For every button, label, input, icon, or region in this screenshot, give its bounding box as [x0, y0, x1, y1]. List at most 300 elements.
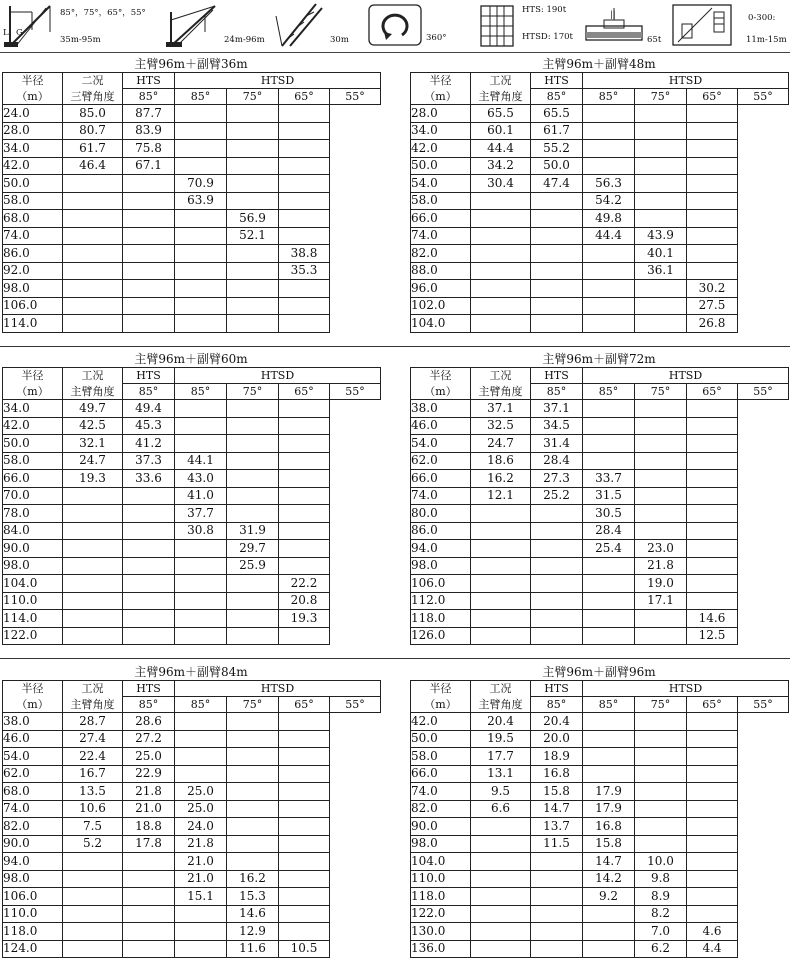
- capacity-cell: [123, 192, 175, 210]
- capacity-cell: [123, 557, 175, 575]
- capacity-cell: [471, 888, 531, 906]
- capacity-cell: 42.5: [63, 417, 123, 435]
- capacity-cell: [123, 592, 175, 610]
- panel-title: 主臂96m＋副臂72m: [542, 352, 656, 366]
- capacity-cell: [471, 575, 531, 593]
- capacity-cell: 11.6: [227, 940, 279, 958]
- capacity-cell: 61.7: [531, 122, 583, 140]
- capacity-cell: 21.0: [175, 853, 227, 871]
- capacity-cell: 15.3: [227, 888, 279, 906]
- table-row: [3, 610, 381, 628]
- capacity-cell: [687, 417, 738, 435]
- capacity-cell: [687, 140, 738, 158]
- radius-cell: 106.0: [3, 297, 63, 315]
- hts-counterweight: HTS: 190t: [522, 5, 567, 15]
- angle-header: 主臂角度: [471, 697, 531, 713]
- capacity-cell: [471, 227, 531, 245]
- table-row: [411, 557, 789, 575]
- radius-cell: 24.0: [3, 105, 63, 123]
- capacity-cell: [175, 940, 227, 958]
- htsd-header: HTSD: [175, 73, 381, 89]
- capacity-cell: [471, 940, 531, 958]
- capacity-cell: [531, 870, 583, 888]
- capacity-cell: 9.2: [583, 888, 635, 906]
- table-row: [3, 522, 381, 540]
- capacity-cell: [531, 888, 583, 906]
- capacity-cell: [175, 923, 227, 941]
- capacity-cell: [687, 175, 738, 193]
- capacity-cell: 20.4: [471, 713, 531, 731]
- capacity-cell: [63, 940, 123, 958]
- luffing-range: 35m-95m: [60, 35, 101, 45]
- condition-header: 工况: [471, 73, 531, 89]
- table-row: [411, 105, 789, 123]
- capacity-cell: 4.6: [687, 923, 738, 941]
- capacity-cell: 16.8: [531, 765, 583, 783]
- angle-65: 65°: [279, 697, 330, 713]
- capacity-cell: [583, 452, 635, 470]
- table-row: [411, 713, 789, 731]
- capacity-cell: 34.5: [531, 417, 583, 435]
- radius-cell: 28.0: [411, 105, 471, 123]
- unit-header: （m）: [3, 697, 63, 713]
- capacity-cell: [175, 417, 227, 435]
- capacity-cell: 12.5: [687, 627, 738, 645]
- capacity-cell: 37.7: [175, 505, 227, 523]
- table-row: [3, 245, 381, 263]
- capacity-cell: [279, 452, 330, 470]
- radius-cell: 42.0: [3, 417, 63, 435]
- l-symbol: L: [3, 28, 9, 38]
- capacity-cell: [63, 227, 123, 245]
- capacity-cell: [175, 540, 227, 558]
- table-row: [3, 157, 381, 175]
- table-row: [411, 417, 789, 435]
- radius-range: 0-300:: [748, 13, 776, 23]
- capacity-cell: 7.5: [63, 818, 123, 836]
- capacity-cell: [531, 610, 583, 628]
- capacity-cell: [227, 505, 279, 523]
- capacity-cell: [227, 818, 279, 836]
- capacity-cell: 37.1: [471, 400, 531, 418]
- radius-cell: 96.0: [411, 280, 471, 298]
- radius-cell: 50.0: [3, 175, 63, 193]
- radius-cell: 74.0: [411, 227, 471, 245]
- boom-range: 24m-96m: [224, 35, 265, 45]
- capacity-cell: [635, 315, 687, 333]
- htsd-header: HTSD: [175, 368, 381, 384]
- capacity-cell: [175, 610, 227, 628]
- radius-cell: 118.0: [3, 923, 63, 941]
- capacity-cell: [635, 505, 687, 523]
- table-row: [411, 730, 789, 748]
- capacity-cell: 25.0: [175, 783, 227, 801]
- capacity-cell: 25.0: [175, 800, 227, 818]
- capacity-cell: 21.8: [175, 835, 227, 853]
- radius-cell: 66.0: [411, 765, 471, 783]
- capacity-cell: [279, 315, 330, 333]
- table-row: [411, 435, 789, 453]
- radius-cell: 136.0: [411, 940, 471, 958]
- capacity-cell: [279, 923, 330, 941]
- capacity-cell: [227, 835, 279, 853]
- capacity-cell: 20.8: [279, 592, 330, 610]
- angle-75: 75°: [227, 384, 279, 400]
- capacity-cell: 14.6: [227, 905, 279, 923]
- capacity-cell: 75.8: [123, 140, 175, 158]
- condition-header: 工况: [471, 368, 531, 384]
- angle-65: 65°: [279, 89, 330, 105]
- table-row: [3, 400, 381, 418]
- capacity-cell: 17.7: [471, 748, 531, 766]
- radius-cell: 46.0: [411, 417, 471, 435]
- radius-cell: 54.0: [3, 748, 63, 766]
- capacity-cell: 35.3: [279, 262, 330, 280]
- table-row: [411, 452, 789, 470]
- capacity-cell: [635, 522, 687, 540]
- radius-cell: 74.0: [411, 487, 471, 505]
- capacity-cell: [175, 627, 227, 645]
- capacity-cell: 27.2: [123, 730, 175, 748]
- capacity-cell: [175, 748, 227, 766]
- boom-section-icon: [272, 2, 326, 48]
- capacity-cell: 27.4: [63, 730, 123, 748]
- table-row: [3, 627, 381, 645]
- capacity-cell: 14.2: [583, 870, 635, 888]
- radius-header: 半径: [3, 681, 63, 697]
- radius-sub: 11m-15m: [746, 35, 787, 45]
- capacity-cell: [279, 540, 330, 558]
- capacity-cell: [175, 575, 227, 593]
- capacity-cell: [531, 192, 583, 210]
- capacity-cell: [279, 487, 330, 505]
- capacity-cell: [635, 192, 687, 210]
- capacity-cell: 18.8: [123, 818, 175, 836]
- capacity-cell: 16.8: [583, 818, 635, 836]
- capacity-cell: [227, 417, 279, 435]
- radius-cell: 54.0: [411, 175, 471, 193]
- table-row: [3, 575, 381, 593]
- capacity-cell: [635, 835, 687, 853]
- capacity-cell: 44.4: [471, 140, 531, 158]
- table-row: [411, 627, 789, 645]
- capacity-cell: 44.1: [175, 452, 227, 470]
- capacity-cell: [471, 905, 531, 923]
- radius-cell: 58.0: [411, 192, 471, 210]
- table-row: [411, 540, 789, 558]
- table-row: [3, 297, 381, 315]
- capacity-cell: [279, 818, 330, 836]
- capacity-cell: 85.0: [63, 105, 123, 123]
- table-row: [411, 748, 789, 766]
- table-row: [411, 315, 789, 333]
- capacity-cell: 14.7: [583, 853, 635, 871]
- radius-cell: 46.0: [3, 730, 63, 748]
- capacity-cell: [123, 262, 175, 280]
- capacity-cell: [471, 245, 531, 263]
- capacity-cell: 6.6: [471, 800, 531, 818]
- g-symbol: G: [16, 28, 23, 38]
- capacity-cell: 12.9: [227, 923, 279, 941]
- capacity-cell: [635, 818, 687, 836]
- capacity-cell: [471, 540, 531, 558]
- capacity-cell: [687, 522, 738, 540]
- radius-cell: 106.0: [411, 575, 471, 593]
- capacity-cell: 27.3: [531, 470, 583, 488]
- capacity-cell: [471, 627, 531, 645]
- radius-cell: 92.0: [3, 262, 63, 280]
- capacity-cell: 13.7: [531, 818, 583, 836]
- angle-header: 主臂角度: [63, 697, 123, 713]
- table-row: [3, 122, 381, 140]
- radius-cell: 42.0: [411, 713, 471, 731]
- capacity-cell: 38.8: [279, 245, 330, 263]
- capacity-cell: [123, 870, 175, 888]
- capacity-cell: 24.7: [471, 435, 531, 453]
- capacity-cell: [279, 557, 330, 575]
- capacity-cell: [123, 853, 175, 871]
- angle-65: 65°: [687, 89, 738, 105]
- radius-cell: 66.0: [411, 210, 471, 228]
- table-row: [411, 610, 789, 628]
- capacity-cell: 40.1: [635, 245, 687, 263]
- table-row: [411, 297, 789, 315]
- capacity-cell: 18.9: [531, 748, 583, 766]
- capacity-cell: 34.2: [471, 157, 531, 175]
- capacity-cell: [687, 765, 738, 783]
- table-row: [3, 452, 381, 470]
- capacity-cell: [583, 315, 635, 333]
- capacity-cell: 50.0: [531, 157, 583, 175]
- angle-75: 75°: [227, 697, 279, 713]
- capacity-cell: 55.2: [531, 140, 583, 158]
- table-row: [411, 505, 789, 523]
- capacity-cell: 67.1: [123, 157, 175, 175]
- radius-cell: 42.0: [411, 140, 471, 158]
- capacity-cell: 6.2: [635, 940, 687, 958]
- capacity-cell: [227, 122, 279, 140]
- radius-cell: 34.0: [411, 122, 471, 140]
- capacity-cell: [279, 280, 330, 298]
- table-row: [3, 210, 381, 228]
- angle-85-htsd: 85°: [583, 697, 635, 713]
- table-row: [3, 870, 381, 888]
- capacity-cell: 37.3: [123, 452, 175, 470]
- radius-cell: 86.0: [411, 522, 471, 540]
- capacity-cell: [583, 435, 635, 453]
- table-row: [411, 280, 789, 298]
- radius-cell: 124.0: [3, 940, 63, 958]
- capacity-cell: [123, 315, 175, 333]
- radius-cell: 126.0: [411, 627, 471, 645]
- capacity-cell: [279, 417, 330, 435]
- capacity-cell: [227, 400, 279, 418]
- capacity-cell: [635, 452, 687, 470]
- capacity-cell: 16.2: [471, 470, 531, 488]
- section-length: 30m: [330, 35, 349, 45]
- capacity-cell: 22.4: [63, 748, 123, 766]
- capacity-cell: [227, 610, 279, 628]
- table-row: [3, 105, 381, 123]
- capacity-cell: 10.5: [279, 940, 330, 958]
- unit-header: （m）: [411, 697, 471, 713]
- radius-cell: 74.0: [3, 800, 63, 818]
- table-row: [3, 487, 381, 505]
- capacity-cell: [583, 557, 635, 575]
- capacity-cell: [635, 140, 687, 158]
- condition-header: 工况: [63, 368, 123, 384]
- capacity-cell: [687, 888, 738, 906]
- radius-cell: 38.0: [3, 713, 63, 731]
- table-row: [3, 800, 381, 818]
- table-row: [3, 175, 381, 193]
- capacity-cell: [227, 280, 279, 298]
- table-row: [3, 888, 381, 906]
- angle-85-htsd: 85°: [175, 384, 227, 400]
- capacity-cell: 25.9: [227, 557, 279, 575]
- radius-cell: 34.0: [3, 140, 63, 158]
- panel-title: 主臂96m＋副臂36m: [134, 57, 248, 71]
- capacity-cell: [63, 297, 123, 315]
- capacity-cell: [471, 610, 531, 628]
- hts-header: HTS: [123, 681, 175, 697]
- table-row: [411, 522, 789, 540]
- capacity-cell: 27.5: [687, 297, 738, 315]
- htsd-header: HTSD: [583, 368, 789, 384]
- capacity-cell: [531, 280, 583, 298]
- capacity-cell: [123, 297, 175, 315]
- angle-85-hts: 85°: [123, 89, 175, 105]
- capacity-cell: 15.8: [531, 783, 583, 801]
- capacity-cell: [687, 505, 738, 523]
- capacity-cell: [583, 280, 635, 298]
- capacity-cell: [687, 435, 738, 453]
- capacity-cell: 26.8: [687, 315, 738, 333]
- capacity-cell: 22.9: [123, 765, 175, 783]
- capacity-cell: [531, 592, 583, 610]
- table-body: [411, 713, 789, 958]
- table-row: [3, 140, 381, 158]
- capacity-cell: 49.8: [583, 210, 635, 228]
- table-row: [411, 122, 789, 140]
- angle-55: 55°: [738, 697, 789, 713]
- angle-65: 65°: [687, 384, 738, 400]
- condition-header: 工况: [471, 681, 531, 697]
- capacity-cell: 61.7: [63, 140, 123, 158]
- capacity-cell: [279, 748, 330, 766]
- capacity-cell: [175, 765, 227, 783]
- load-table: [410, 367, 789, 645]
- angle-55: 55°: [330, 89, 381, 105]
- load-table: [2, 72, 381, 333]
- capacity-cell: [123, 522, 175, 540]
- angle-85-hts: 85°: [531, 384, 583, 400]
- capacity-cell: 13.1: [471, 765, 531, 783]
- table-row: [411, 783, 789, 801]
- capacity-cell: [227, 730, 279, 748]
- capacity-cell: [583, 610, 635, 628]
- capacity-cell: [227, 748, 279, 766]
- capacity-cell: [175, 262, 227, 280]
- capacity-cell: [227, 315, 279, 333]
- capacity-cell: [687, 783, 738, 801]
- radius-cell: 74.0: [411, 783, 471, 801]
- radius-cell: 80.0: [411, 505, 471, 523]
- htsd-header: HTSD: [583, 73, 789, 89]
- capacity-cell: [471, 210, 531, 228]
- capacity-cell: 24.7: [63, 452, 123, 470]
- capacity-cell: [531, 575, 583, 593]
- radius-cell: 110.0: [411, 870, 471, 888]
- radius-cell: 94.0: [411, 540, 471, 558]
- radius-cell: 102.0: [411, 297, 471, 315]
- capacity-cell: [63, 627, 123, 645]
- radius-cell: 66.0: [411, 470, 471, 488]
- capacity-cell: 43.9: [635, 227, 687, 245]
- capacity-cell: 10.0: [635, 853, 687, 871]
- capacity-cell: [635, 713, 687, 731]
- capacity-cell: [583, 905, 635, 923]
- capacity-cell: [531, 923, 583, 941]
- capacity-cell: [583, 122, 635, 140]
- table-row: [3, 592, 381, 610]
- radius-cell: 110.0: [3, 592, 63, 610]
- angle-85-hts: 85°: [531, 89, 583, 105]
- radius-cell: 98.0: [411, 557, 471, 575]
- capacity-cell: 70.9: [175, 175, 227, 193]
- capacity-cell: [227, 175, 279, 193]
- angle-65: 65°: [279, 384, 330, 400]
- radius-header: 半径: [3, 73, 63, 89]
- angle-55: 55°: [738, 384, 789, 400]
- load-table: [410, 680, 789, 958]
- capacity-cell: [687, 452, 738, 470]
- capacity-cell: 11.5: [531, 835, 583, 853]
- capacity-cell: 83.9: [123, 122, 175, 140]
- table-row: [411, 157, 789, 175]
- superlift-icon: [584, 2, 644, 48]
- capacity-cell: [227, 800, 279, 818]
- capacity-cell: [531, 210, 583, 228]
- radius-cell: 58.0: [3, 192, 63, 210]
- capacity-cell: [123, 575, 175, 593]
- capacity-cell: [471, 592, 531, 610]
- capacity-cell: [63, 870, 123, 888]
- capacity-cell: 30.8: [175, 522, 227, 540]
- capacity-cell: [63, 905, 123, 923]
- unit-header: （m）: [3, 89, 63, 105]
- radius-cell: 112.0: [411, 592, 471, 610]
- capacity-cell: [687, 157, 738, 175]
- radius-cell: 104.0: [3, 575, 63, 593]
- capacity-cell: 52.1: [227, 227, 279, 245]
- capacity-cell: [687, 122, 738, 140]
- capacity-cell: 33.7: [583, 470, 635, 488]
- capacity-cell: 30.4: [471, 175, 531, 193]
- capacity-cell: [635, 765, 687, 783]
- capacity-cell: 54.2: [583, 192, 635, 210]
- capacity-cell: 21.0: [123, 800, 175, 818]
- capacity-cell: [471, 280, 531, 298]
- capacity-cell: [175, 227, 227, 245]
- capacity-cell: [175, 245, 227, 263]
- angle-header: 主臂角度: [471, 384, 531, 400]
- table-body: [411, 400, 789, 645]
- capacity-cell: 16.2: [227, 870, 279, 888]
- capacity-cell: [279, 888, 330, 906]
- capacity-cell: [687, 748, 738, 766]
- table-row: [3, 923, 381, 941]
